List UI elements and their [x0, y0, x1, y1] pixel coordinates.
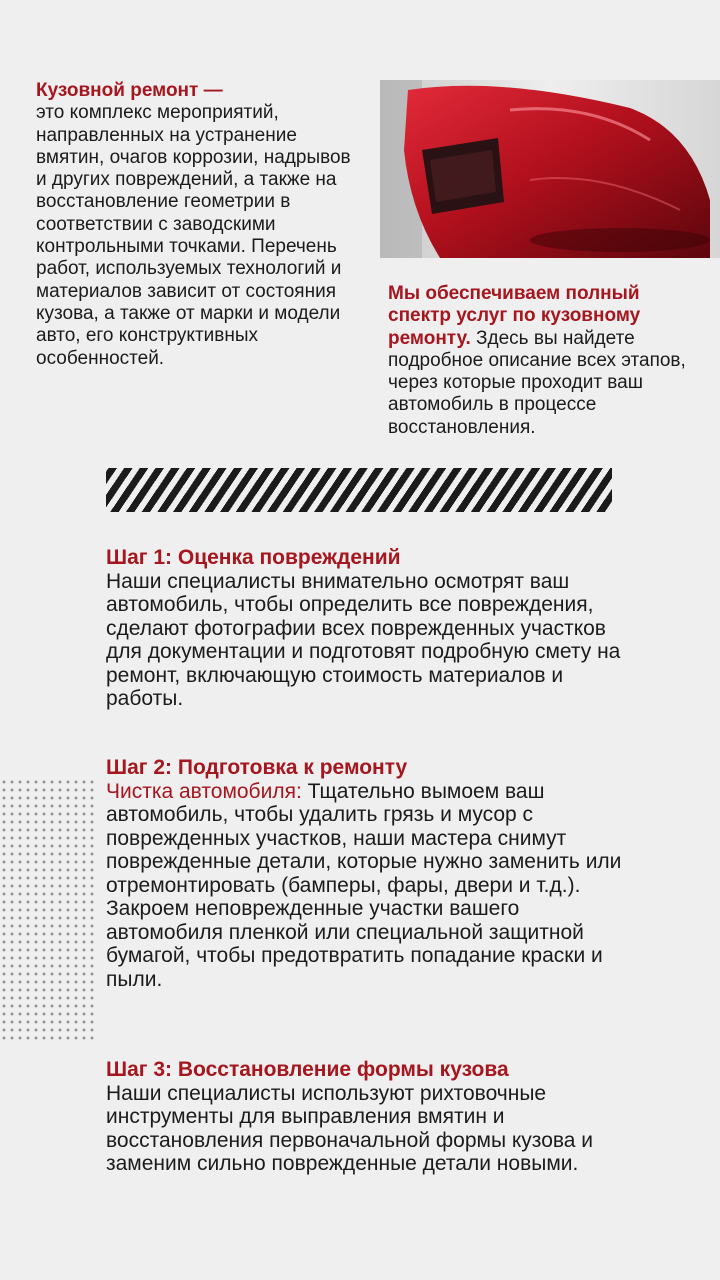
- services-offer: [388, 283, 698, 439]
- step-3: [106, 1058, 626, 1176]
- step-2-title: Шаг 2: Подготовка к ремонту: [106, 756, 408, 779]
- step-1-title: Шаг 1: Оценка повреждений: [106, 546, 401, 569]
- intro-term: Кузовной ремонт: [36, 80, 199, 101]
- step-3-title: Шаг 3: Восстановление формы кузова: [106, 1058, 509, 1081]
- step-2-text: Тщательно вымоем ваш автомобиль, чтобы удалить грязь и мусор с поврежденных участков, наши мастера снимут поврежденные детали, которые нужно заменить или отремонтировать (бамперы, фары, двери и т.д.). Закроем неповрежденные участки вашего автомобиля пленкой или специальной защитной бумагой, чтобы предотвратить попадание краски и пыли.: [106, 779, 622, 991]
- step-3-text: Наши специалисты используют рихтовочные инструменты для выправления вмятин и восстановления первоначальной формы кузова и заменим сильно поврежденные детали новыми.: [106, 1081, 594, 1175]
- step-1: [106, 546, 626, 711]
- step-2-subtitle: Чистка автомобиля:: [106, 779, 302, 803]
- intro-dash: —: [198, 80, 223, 101]
- step-1-text: Наши специалисты внимательно осмотрят ваш автомобиль, чтобы определить все повреждения, сделают фотографии всех поврежденных участков для документации и подготовят подробную смету на ремонт, включающую стоимость материалов и работы.: [106, 569, 621, 710]
- diagonal-stripes-divider: [106, 468, 612, 512]
- offer-text: Здесь вы найдете подробное описание всех этапов, через которые проходит ваш автомобиль в процессе восстановления.: [388, 327, 686, 438]
- offer-headline: Мы обеспечиваем полный спектр услуг по кузовному ремонту.: [388, 283, 641, 349]
- intro-paragraph: [36, 80, 362, 370]
- red-car-bumper-photo: [380, 80, 720, 258]
- step-2: [106, 756, 626, 991]
- dot-grid-decoration: [0, 778, 94, 1040]
- intro-text: это комплекс мероприятий, направленных на устранение вмятин, очагов коррозии, надрывов и других повреждений, а также на восстановление геометрии в соответствии с заводскими контрольными точками. Перечень работ, используемых технологий и материалов зависит от состояния кузова, а также от марки и модели авто, его конструктивных особенностей.: [36, 102, 351, 369]
